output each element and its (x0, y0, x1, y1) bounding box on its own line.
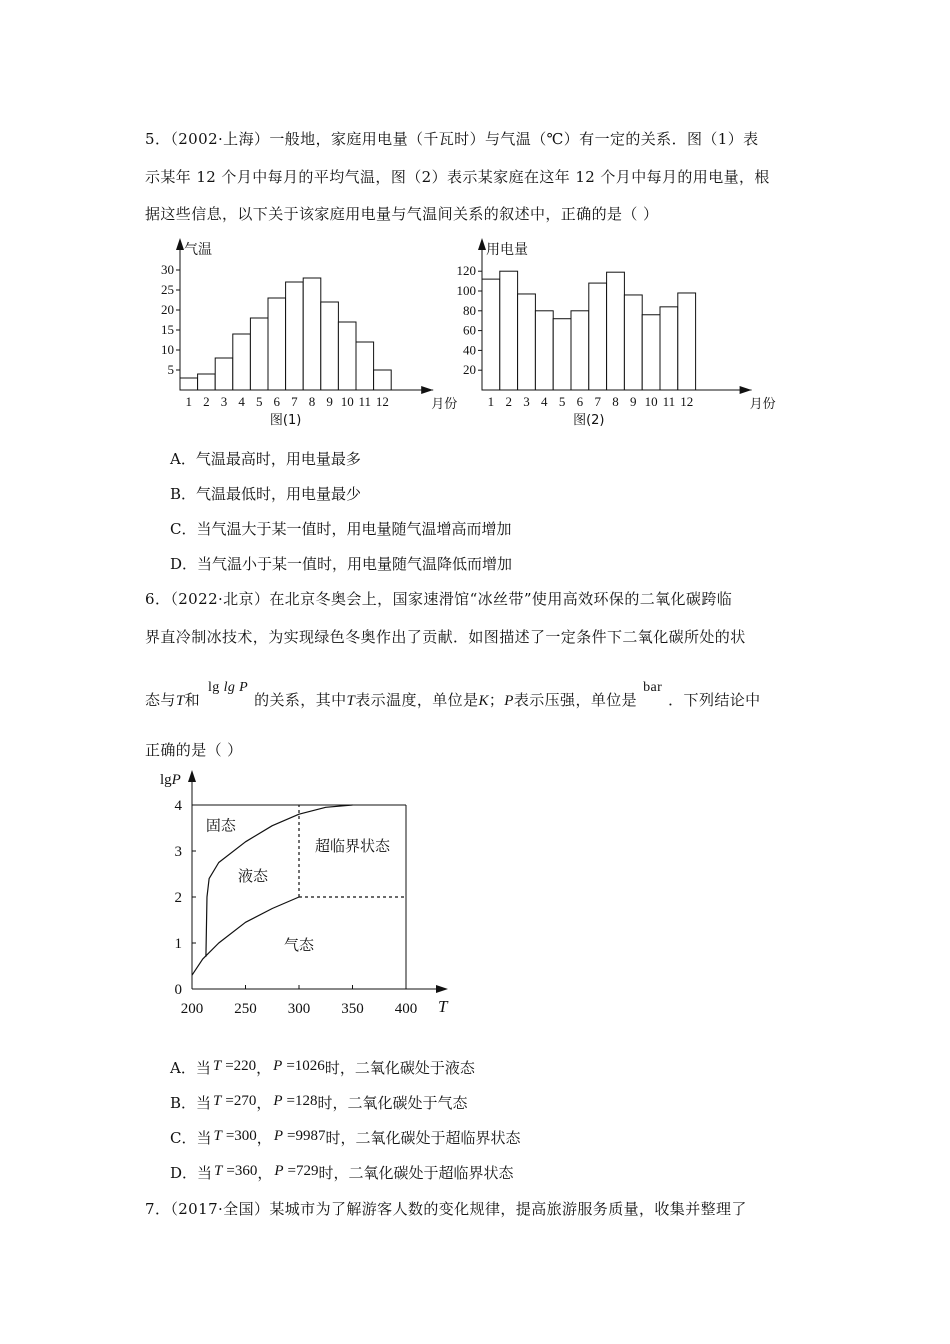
bar-8 (607, 272, 625, 390)
x-tick-label: 8 (612, 394, 619, 409)
bar-9 (624, 295, 642, 390)
y-axis-label: 气温 (184, 242, 212, 258)
bar-3 (215, 358, 233, 390)
q6-line-4: 正确的是（ ） (145, 741, 243, 759)
bar-6 (571, 311, 589, 390)
q6-option-b-pval: =128 (286, 1093, 318, 1109)
q5-option-a: A．气温最高时，用电量最多 (170, 450, 361, 468)
y-tick-label: 40 (463, 342, 476, 358)
q6-option-a-label: A．当 (170, 1059, 211, 1077)
bar-5 (250, 318, 268, 390)
region-label-1: 液态 (237, 866, 268, 885)
q6-option-a-P: P (273, 1058, 283, 1074)
x-axis-label: T (438, 997, 448, 1016)
q6-option-c-tval: =300 (225, 1128, 257, 1144)
bar-2 (500, 271, 518, 390)
x-tick-label: 3 (523, 394, 530, 409)
q6-option-a (170, 1057, 475, 1078)
x-tick-label: 5 (255, 394, 263, 409)
y-tick-label: 30 (161, 262, 174, 277)
y-tick-label: 80 (463, 302, 476, 318)
q6-option-c-P: P (273, 1128, 283, 1144)
x-axis-arrow (740, 386, 752, 394)
curve-1 (192, 897, 299, 975)
x-tick-label: 1 (185, 394, 193, 409)
q6-option-c-tail: 时，二氧化碳处于超临界状态 (325, 1129, 521, 1147)
y-tick-label: 20 (161, 302, 174, 317)
bar-7 (589, 283, 607, 390)
q6-option-d-sep: ， (257, 1164, 273, 1182)
q5-option-d: D．当气温小于某一值时，用电量随气温降低而增加 (170, 555, 513, 573)
bar-11 (660, 307, 678, 390)
q6-option-d (170, 1162, 514, 1183)
bar-7 (286, 282, 304, 390)
y-tick-label: 10 (161, 342, 174, 357)
q5-line-2: 示某年 12 个月中每月的平均气温，图（2）表示某家庭在这年 12 个月中每月的用电量，根 (145, 168, 770, 186)
x-tick-label: 1 (487, 394, 495, 409)
y-axis-arrow (478, 238, 486, 250)
q5-line-3: 据这些信息，以下关于该家庭用电量与气温间关系的叙述中，正确的是（ ） (145, 205, 659, 223)
x-tick-label: 7 (291, 394, 298, 409)
bar-1 (180, 378, 198, 390)
x-tick-label: 12 (680, 394, 694, 409)
bar-1 (482, 279, 500, 390)
y-axis-arrow (176, 238, 184, 250)
x-tick-label: 9 (326, 394, 333, 409)
q5-option-c: C．当气温大于某一值时，用电量随气温增高而增加 (170, 520, 512, 538)
q6-option-c (170, 1127, 520, 1148)
y-tick-label: 100 (456, 283, 476, 298)
x-tick-label: 3 (220, 394, 228, 409)
q6-option-a-tail: 时，二氧化碳处于液态 (324, 1059, 475, 1077)
x-tick-label: 11 (358, 394, 372, 409)
bar-12 (678, 293, 696, 390)
q6-option-d-P: P (274, 1163, 284, 1179)
x-tick-label: 350 (341, 1001, 364, 1017)
q6-option-c-label: C．当 (170, 1129, 212, 1147)
x-tick-label: 2 (505, 394, 512, 409)
q6-option-d-pval: =729 (287, 1163, 319, 1179)
x-axis-label: 月份 (431, 397, 458, 412)
x-tick-label: 7 (594, 394, 601, 409)
q6-option-b-label: B．当 (170, 1094, 212, 1112)
phase-diagram (150, 768, 470, 1030)
y-tick-label: 5 (167, 362, 174, 377)
x-tick-label: 11 (662, 394, 676, 409)
q6-option-b-T: T (213, 1093, 222, 1109)
bar-10 (642, 315, 660, 390)
q6-line-1: 6．（2022·北京）在北京冬奥会上，国家速滑馆“冰丝带”使用高效环保的二氧化碳跨临 (145, 590, 733, 608)
y-tick-label: 15 (161, 322, 174, 337)
q6-option-a-sep: ， (256, 1059, 272, 1077)
x-tick-label: 10 (644, 394, 658, 409)
x-axis-arrow (421, 386, 433, 394)
x-tick-label: 300 (287, 1001, 311, 1017)
figure-caption: 图(2) (573, 413, 605, 428)
x-tick-label: 2 (203, 394, 210, 409)
bar-6 (268, 298, 286, 390)
q5-option-b: B．气温最低时，用电量最少 (170, 485, 362, 503)
q6-option-c-T: T (213, 1128, 222, 1144)
q6-option-c-pval: =9987 (286, 1128, 326, 1144)
y-tick-label: 20 (463, 362, 476, 378)
q6-option-a-pval: =1026 (286, 1058, 325, 1074)
q6-option-b-P: P (273, 1093, 283, 1109)
q6-line-2: 界直冷制冰技术，为实现绿色冬奥作出了贡献．如图描述了一定条件下二氧化碳所处的状 (145, 628, 746, 646)
bar-12 (374, 370, 392, 390)
bar-2 (198, 374, 216, 390)
x-tick-label: 8 (308, 394, 316, 409)
q6-line-3: 态与T和lg lg P的关系，其中T表示温度，单位是K；P表示压强，单位是bar．下列结论中 (145, 680, 761, 709)
y-tick-label: 1 (174, 936, 182, 952)
bar-8 (303, 278, 321, 390)
bar-9 (321, 302, 339, 390)
x-tick-label: 12 (375, 394, 389, 409)
temperature-bar-chart (160, 232, 458, 432)
region-label-2: 超临界状态 (314, 837, 391, 855)
y-tick-label: 120 (456, 263, 476, 279)
y-tick-label: 2 (174, 890, 182, 906)
bar-3 (518, 294, 536, 390)
x-tick-label: 9 (630, 394, 637, 409)
x-tick-label: 6 (273, 394, 281, 409)
y-axis-label: 用电量 (486, 242, 528, 258)
bar-4 (535, 311, 553, 390)
y-axis-arrow (188, 770, 196, 782)
q6-option-d-label: D．当 (170, 1164, 213, 1182)
q6-option-b-sep: ， (256, 1094, 272, 1112)
q6-option-c-sep: ， (256, 1129, 272, 1147)
x-axis-label: 月份 (749, 397, 776, 412)
lgp-symbol: lg lg P (207, 680, 249, 695)
x-tick-label: 200 (180, 1001, 204, 1017)
q6-option-d-tval: =360 (226, 1163, 258, 1179)
y-tick-label: 25 (161, 282, 174, 297)
x-tick-label: 5 (558, 394, 566, 409)
q6-option-a-T: T (212, 1058, 222, 1074)
region-label-0: 固态 (205, 816, 236, 835)
y-tick-label: 0 (174, 982, 182, 998)
q6-option-d-tail: 时，二氧化碳处于超临界状态 (318, 1164, 514, 1182)
q6-option-b-tval: =270 (225, 1093, 257, 1109)
q6-option-a-tval: =220 (225, 1058, 257, 1074)
q6-option-d-T: T (214, 1163, 223, 1179)
y-tick-label: 60 (463, 322, 476, 338)
q7-line-1: 7．（2017·全国）某城市为了解游客人数的变化规律，提高旅游服务质量，收集并整理了 (145, 1200, 747, 1218)
x-tick-label: 10 (340, 394, 354, 409)
x-tick-label: 400 (394, 1001, 418, 1017)
x-tick-label: 4 (541, 394, 548, 409)
x-tick-label: 6 (576, 394, 584, 409)
q6-option-b-tail: 时，二氧化碳处于气态 (317, 1094, 468, 1112)
electricity-bar-chart (445, 232, 776, 432)
x-axis-arrow (436, 985, 448, 993)
bar-unit: bar (643, 680, 663, 695)
x-tick-label: 4 (238, 394, 245, 409)
figure-caption: 图(1) (269, 413, 302, 428)
q5-line-1: 5．（2002·上海）一般地，家庭用电量（千瓦时）与气温（℃）有一定的关系．图（1）表 (145, 130, 759, 148)
bar-4 (233, 334, 251, 390)
y-tick-label: 3 (174, 844, 182, 860)
bar-10 (338, 322, 356, 390)
x-tick-label: 250 (234, 1001, 257, 1017)
y-axis-label: lgP (160, 772, 181, 788)
bar-11 (356, 342, 374, 390)
y-tick-label: 4 (174, 798, 182, 814)
region-label-3: 气态 (283, 935, 315, 954)
bar-5 (553, 319, 571, 390)
q6-option-b (170, 1092, 468, 1113)
